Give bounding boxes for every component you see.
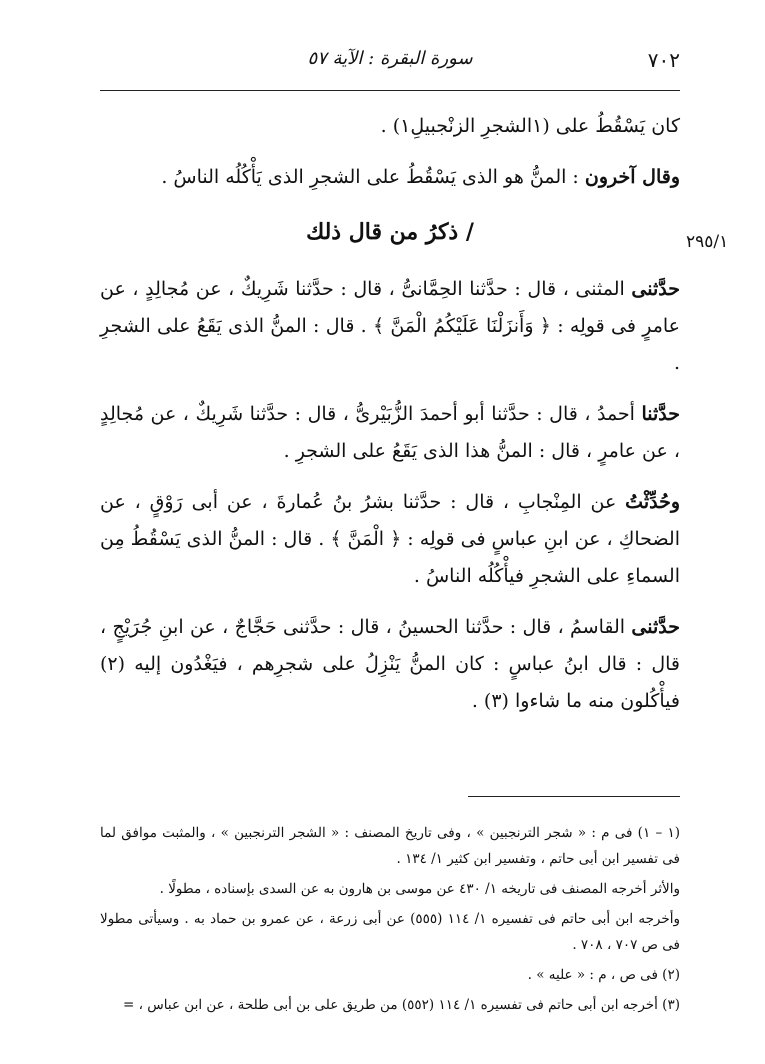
footnote-1-note-b: وأخرجه ابن أبى حاتم فى تفسيره ١/ ١١٤ (٥٥٥) عن أبى زرعة ، عن عمرو بن حماد به . وسيأتى مطولا فى ص ٧٠٧ ، ٧٠٨ .	[100, 911, 680, 953]
footnotes	[100, 820, 680, 1022]
running-title: سورة البقرة : الآية ٥٧	[307, 48, 473, 69]
paragraph-3	[100, 271, 680, 382]
footnote-2: (٢) فى ص ، م : « عليه » .	[527, 967, 680, 983]
footnote-rule	[468, 796, 680, 797]
heading-slash: /	[458, 219, 474, 245]
paragraph-3-text: المثنى ، قال : حدَّثنا الحِمَّانىُّ ، قال : حدَّثنا شَرِيكٌ ، عن مُجالِدٍ ، عن عامرٍ فى قولِه : ﴿ وَأَنزَلْنَا عَلَيْكُمُ الْمَنَّ ﴾ . قال : المنُّ الذى يَقَعُ على الشجرِ .	[100, 278, 680, 374]
paragraph-1: كان يَسْقُطُ على (١الشجرِ الزنْجبيلِ١) .	[380, 115, 680, 137]
paragraph-2-lead: وقال آخرون	[584, 166, 680, 188]
page-header	[100, 42, 680, 82]
paragraph-4-text: أحمدُ ، قال : حدَّثنا أبو أحمدَ الزُّبَيْرىُّ ، قال : حدَّثنا شَرِيكٌ ، عن مُجالِدٍ ، عن عامرٍ ، قال : المنُّ هذا الذى يَقَعُ على الشجرِ .	[100, 403, 680, 462]
heading-text: ذكرُ من قال ذلك	[306, 219, 459, 245]
paragraph-6-lead: حدَّثنى	[631, 616, 680, 638]
footnote-3: (٣) أخرجه ابن أبى حاتم فى تفسيره ١/ ١١٤ (٥٥٢) من طريق على بن أبى طلحة ، عن ابن عباس ، =	[123, 997, 680, 1013]
header-rule	[100, 90, 680, 91]
footnote-1-note-a: والأثر أخرجه المصنف فى تاريخه ١/ ٤٣٠ عن موسى بن هارون به عن السدى بإسناده ، مطولًا .	[159, 881, 680, 897]
margin-reference: ٢٩٥/١	[686, 232, 729, 252]
page-number: ٧٠٢	[647, 48, 680, 72]
paragraph-3-lead: حدَّثنى	[631, 278, 680, 300]
paragraph-6-text: القاسمُ ، قال : حدَّثنا الحسينُ ، قال : حدَّثنى حَجَّاجٌ ، عن ابنِ جُرَيْجٍ ، قال : قال ابنُ عباسٍ : كان المنُّ يَنْزِلُ على شجرِهم ، فيَغْدُون إليه (٢) فيأْكُلون منه ما شاءوا (٣) .	[100, 616, 680, 712]
paragraph-2-text: : المنُّ هو الذى يَسْقُطُ على الشجرِ الذى يَأْكُلُه الناسُ .	[161, 166, 579, 188]
main-text	[100, 108, 680, 734]
paragraph-5-lead: وحُدِّثْتُ	[625, 491, 680, 513]
paragraph-6	[100, 609, 680, 720]
paragraph-2	[100, 159, 680, 196]
paragraph-5-text: عن المِنْجابِ ، قال : حدَّثنا بشرُ بنُ عُمارةَ ، عن أبى رَوْقٍ ، عن الضحاكِ ، عن ابنِ عباسٍ فى قولِه : ﴿ الْمَنَّ ﴾ . قال : المنُّ الذى يَسْقُطُ مِن السماءِ على الشجرِ فيأْكُلُه الناسُ .	[100, 491, 680, 587]
section-heading	[100, 214, 680, 251]
footnote-1: (١ – ١) فى م : « شجر الترنجبين » ، وفى تاريخ المصنف : « الشجر الترنجبين » ، والمثبت موافق لما فى تفسير ابن أبى حاتم ، وتفسير ابن كثير ١/ ١٣٤ .	[100, 825, 680, 867]
paragraph-4	[100, 396, 680, 470]
paragraph-5	[100, 484, 680, 595]
paragraph-4-lead: حدَّثنا	[641, 403, 680, 425]
